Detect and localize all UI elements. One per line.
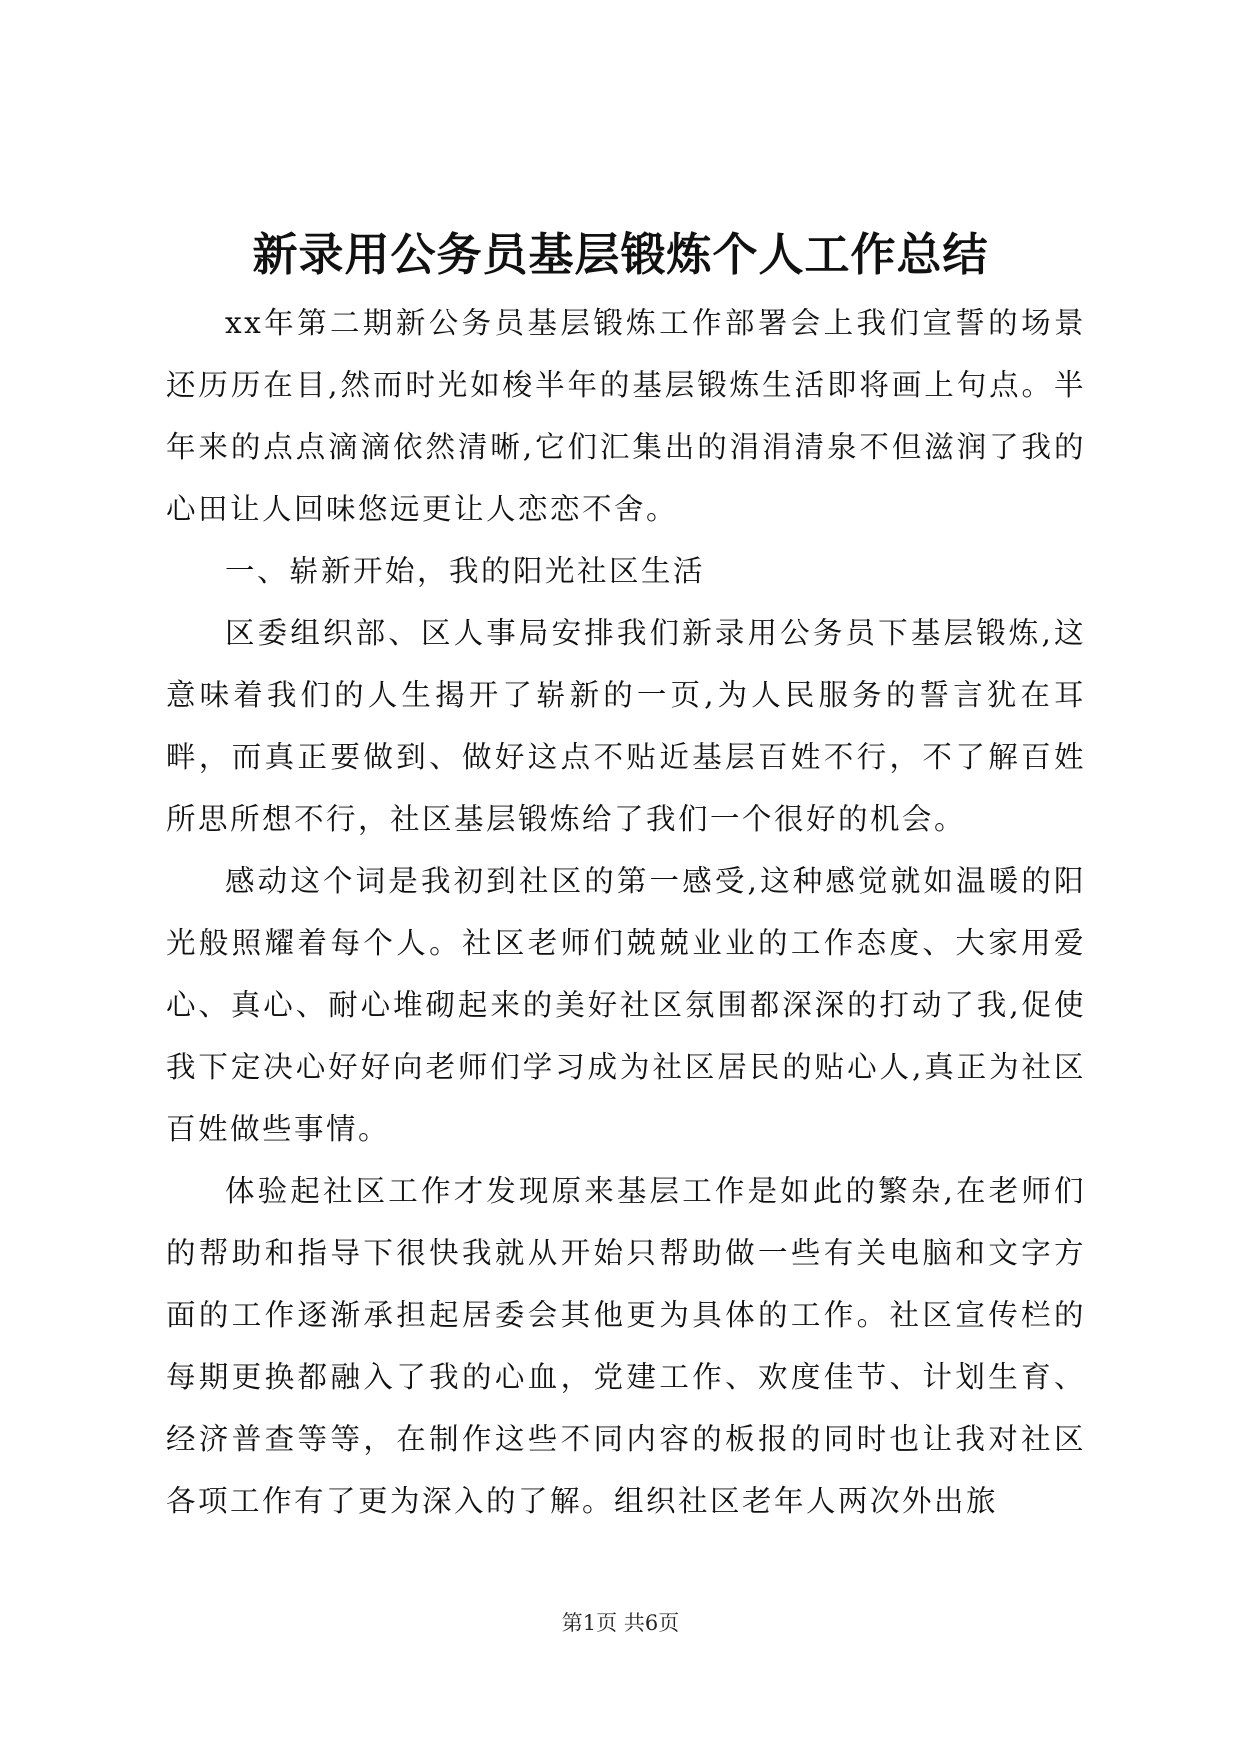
paragraph-arrangement: 区委组织部、区人事局安排我们新录用公务员下基层锻炼,这意味着我们的人生揭开了崭新的一页,为人民服务的誓言犹在耳畔，而真正要做到、做好这点不贴近基层百姓不行，不了解百姓所思所想不行，社区基层锻炼给了我们一个很好的机会。 [166, 616, 1086, 836]
page-number-footer: 第1页 共6页 [561, 1611, 680, 1635]
document-body [166, 292, 1086, 1532]
section-heading-1: 一、崭新开始，我的阳光社区生活 [225, 554, 706, 588]
paragraph-experience: 体验起社区工作才发现原来基层工作是如此的繁杂,在老师们的帮助和指导下很快我就从开始只帮助做一些有关电脑和文字方面的工作逐渐承担起居委会其他更为具体的工作。社区宣传栏的每期更换都融入了我的心血，党建工作、欢度佳节、计划生育、经济普查等等，在制作这些不同内容的板报的同时也让我对社区各项工作有了更为深入的了解。组织社区老年人两次外出旅 [166, 1174, 1086, 1518]
paragraph-feelings: 感动这个词是我初到社区的第一感受,这种感觉就如温暖的阳光般照耀着每个人。社区老师们兢兢业业的工作态度、大家用爱心、真心、耐心堆砌起来的美好社区氛围都深深的打动了我,促使我下定决心好好向老师们学习成为社区居民的贴心人,真正为社区百姓做些事情。 [166, 864, 1086, 1146]
document-title: 新录用公务员基层锻炼个人工作总结 [252, 228, 989, 281]
paragraph-intro: xx年第二期新公务员基层锻炼工作部署会上我们宣誓的场景还历历在目,然而时光如梭半年的基层锻炼生活即将画上句点。半年来的点点滴滴依然清晰,它们汇集出的涓涓清泉不但滋润了我的心田让人回味悠远更让人恋恋不舍。 [166, 306, 1086, 526]
